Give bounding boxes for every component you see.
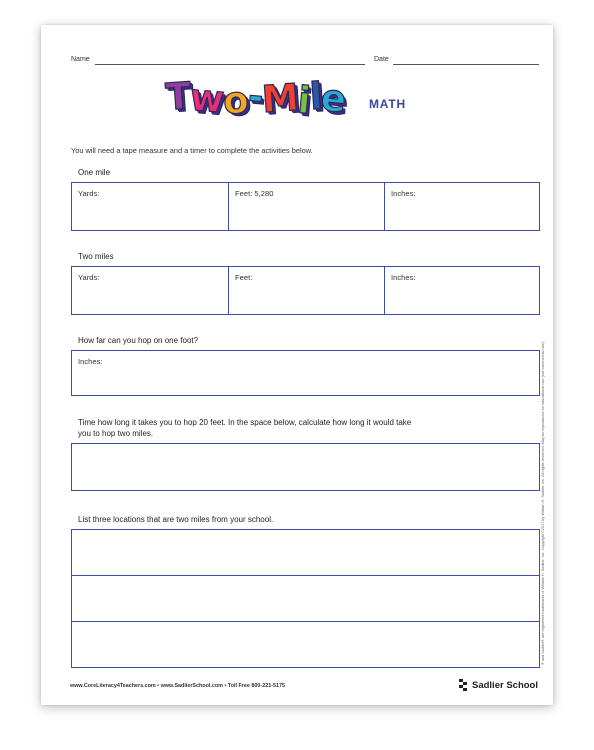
worksheet-title [164,74,426,127]
one-mile-feet-cell[interactable] [229,183,385,230]
title-subtitle: MATH [369,97,406,111]
location-row-2[interactable] [72,576,539,622]
one-mile-yards-cell[interactable] [72,183,228,230]
title-letter: o [222,78,250,123]
two-miles-feet-label: Feet: [235,273,253,282]
two-miles-yards-cell[interactable] [72,267,228,314]
date-label: Date [374,56,389,63]
two-miles-yards-label: Yards: [78,273,100,282]
hop-inches-label: Inches: [78,357,103,366]
footer-links: www.CoreLiteracy4Teachers.com • www.SadlierSchool.com • Toll Free 800-221-5175 [70,683,285,689]
title-word [164,74,348,123]
title-letter: w [188,75,226,122]
title-letter: i [296,78,312,123]
time-answer-box[interactable] [71,443,540,491]
location-row-3[interactable] [72,622,539,667]
copyright-side-note: ® and Sadlier® are registered trademarks of William H. Sadlier, Inc. Copyright ©2017 by William H. Sadlier, Inc. All rights reserved. May be reproduced for educational use (not commercial use). [541,340,545,665]
two-miles-heading: Two miles [78,252,114,261]
two-miles-inches-label: Inches: [391,273,416,282]
title-letter: - [246,74,265,119]
sadlier-school-logo: Sadlier School [472,680,538,691]
hop-answer-box[interactable] [71,350,540,396]
two-miles-inches-cell[interactable] [385,267,539,314]
title-letter: T [164,74,192,119]
name-label: Name [71,56,90,63]
two-miles-table [71,266,540,315]
time-question-line-2: you to hop two miles. [78,429,154,438]
locations-question: List three locations that are two miles from your school. [78,515,274,524]
hop-question: How far can you hop on one foot? [78,336,199,345]
one-mile-table [71,182,540,231]
one-mile-yards-label: Yards: [78,189,100,198]
one-mile-inches-label: Inches: [391,189,416,198]
two-miles-feet-cell[interactable] [229,267,385,314]
time-question-line-1: Time how long it takes you to hop 20 feet. In the space below, calculate how long it would take [78,418,412,427]
name-line [95,64,365,65]
one-mile-feet-label: Feet: 5,280 [235,189,274,198]
date-line [393,64,539,65]
title-letter: l [308,74,323,119]
one-mile-inches-cell[interactable] [385,183,539,230]
hop-inches-cell [72,351,539,395]
sadlier-logo-icon [458,678,470,692]
intro-text: You will need a tape measure and a timer to complete the activities below. [71,146,313,155]
title-letter: M [260,75,300,122]
worksheet-page [41,25,553,705]
title-letter: e [319,76,348,121]
location-row-1[interactable] [72,530,539,576]
locations-table [71,529,540,668]
one-mile-heading: One mile [78,168,111,177]
